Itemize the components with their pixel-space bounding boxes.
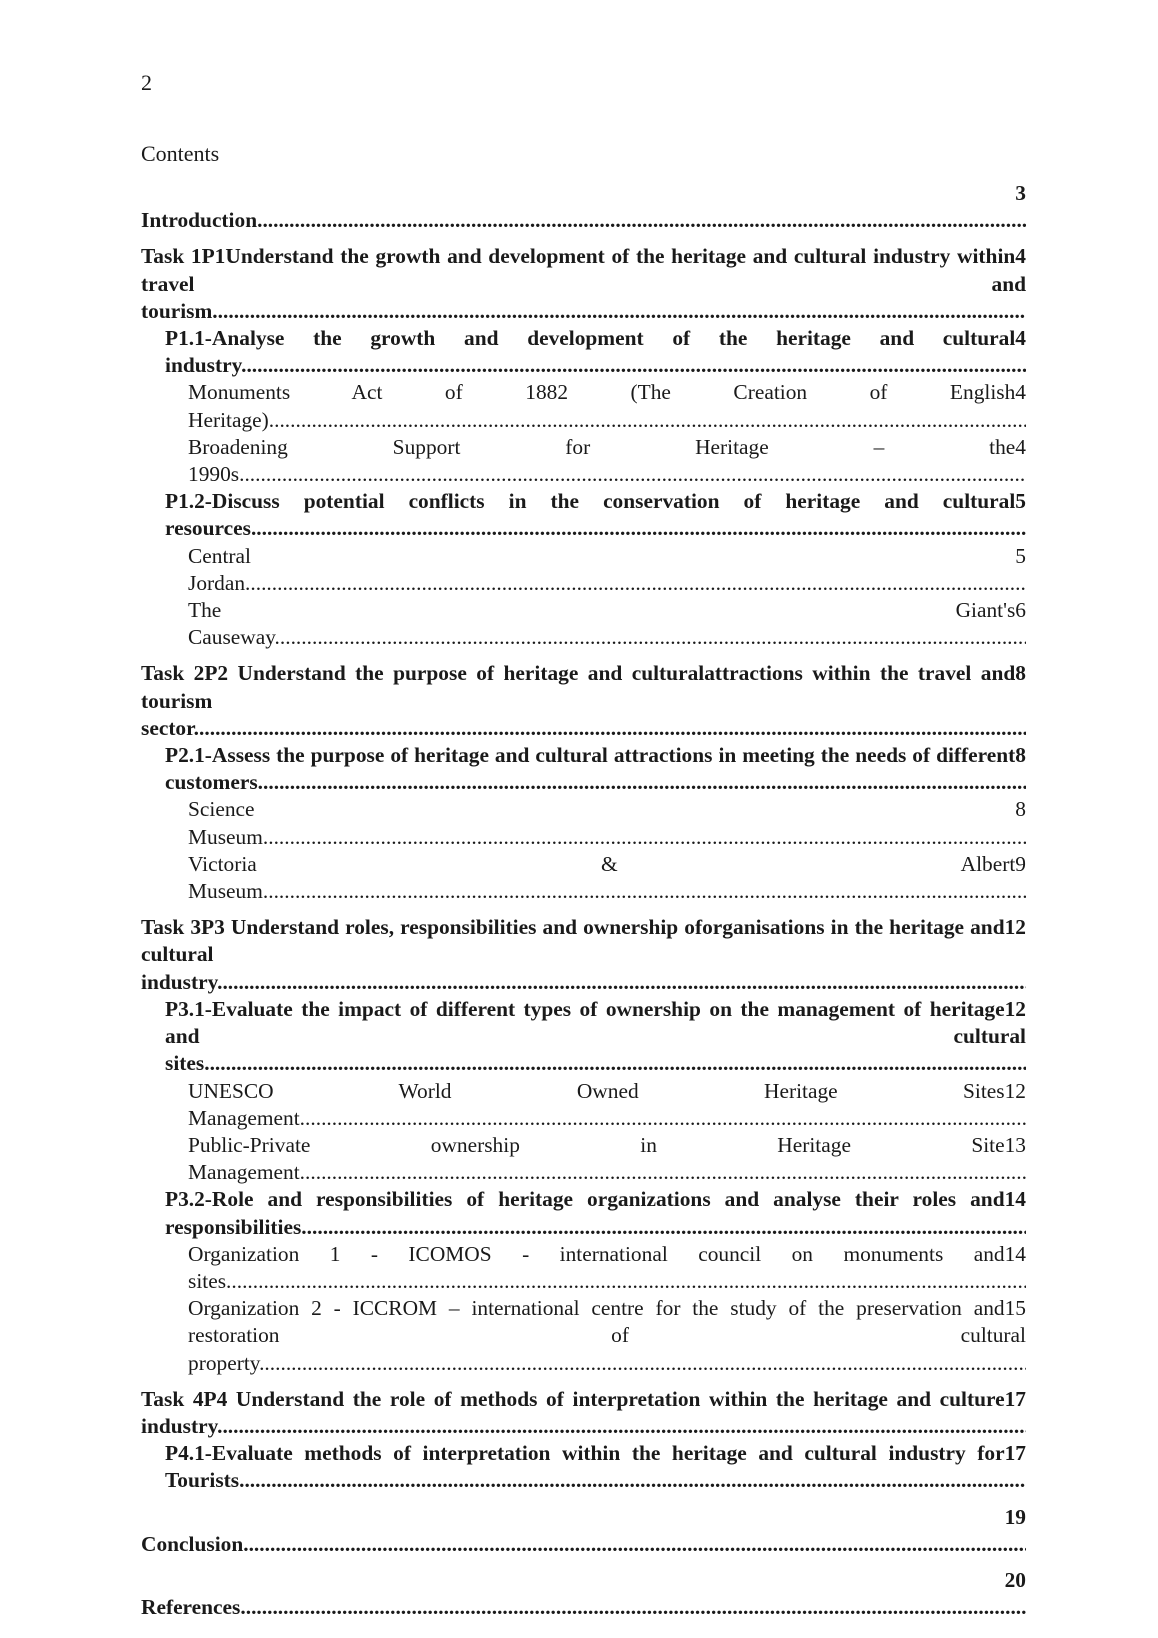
toc-page-number: 15 [1005,1295,1026,1322]
toc-title: Contents [141,141,220,166]
toc-entry-introduction[interactable] [141,180,1026,234]
toc-page-number: 4 [1015,434,1026,461]
toc-entry-text: Broadening Support for Heritage – the 1990s [188,434,1016,487]
toc-entry-task-4[interactable] [141,1386,1026,1440]
toc-entry-text: Task 4P4 Understand the role of methods of interpretation within the heritage and culture industry [141,1386,1005,1438]
toc-page-number: 8 [1015,796,1026,823]
toc-entry-victoria-albert[interactable] [141,851,1026,905]
toc-entry-text: Central Jordan [188,543,251,595]
toc-page-number: 9 [1015,851,1026,878]
toc-entry-text: Task 2P2 Understand the purpose of heritage and culturalattractions within the travel and tourism sector [141,661,1016,740]
toc-page-number: 14 [1005,1241,1026,1268]
table-of-contents [141,180,1026,1621]
toc-entry-text: P3.2-Role and responsibilities of heritage organizations and analyse their roles and responsibilities [165,1187,1005,1239]
toc-entry-icomos[interactable] [141,1241,1026,1295]
toc-page-number: 6 [1015,597,1026,624]
toc-entry-text: Task 1P1Understand the growth and development of the heritage and cultural industry within travel and tourism [141,244,1026,323]
toc-page-number: 17 [1005,1386,1026,1413]
toc-page-number: 4 [1015,243,1026,270]
toc-entry-science-museum[interactable] [141,796,1026,850]
toc-entry-text: Victoria & Albert Museum [188,851,1016,904]
toc-entry-p3-2[interactable] [141,1186,1026,1240]
toc-entry-p4-1[interactable] [141,1440,1026,1494]
toc-entry-task-2[interactable] [141,660,1026,742]
toc-page-number: 20 [1005,1567,1026,1594]
toc-entry-text: P1.2-Discuss potential conflicts in the conservation of heritage and cultural resources [165,489,1016,541]
toc-entry-text: Introduction [141,208,258,233]
toc-entry-p1-2[interactable] [141,488,1026,542]
toc-page-number: 17 [1005,1440,1026,1467]
toc-entry-monuments-act[interactable] [141,379,1026,433]
toc-page-number: 12 [1005,914,1026,941]
toc-entry-text: Science Museum [188,797,263,849]
toc-entry-text: Monuments Act of 1882 (The Creation of English Heritage) [188,380,1016,432]
toc-page-number: 4 [1015,325,1026,352]
toc-entry-p3-1[interactable] [141,996,1026,1078]
toc-entry-text: P2.1-Assess the purpose of heritage and cultural attractions in meeting the needs of different customers [165,743,1016,795]
toc-entry-text: P3.1-Evaluate the impact of different types of ownership on the management of heritage and cultural sites [165,996,1026,1076]
toc-page-number: 14 [1005,1186,1026,1213]
toc-entry-broadening-support[interactable] [141,434,1026,488]
toc-entry-text: The Giant's Causeway [188,598,1016,650]
page-number: 2 [141,70,152,95]
toc-entry-public-private[interactable] [141,1132,1026,1186]
toc-entry-text: Conclusion [141,1531,244,1556]
toc-page-number: 12 [1005,996,1026,1023]
toc-entry-text: P1.1-Analyse the growth and development of the heritage and cultural industry [165,326,1016,378]
toc-entry-references[interactable] [141,1567,1026,1621]
toc-entry-conclusion[interactable] [141,1504,1026,1558]
toc-page-number: 12 [1005,1078,1026,1105]
toc-entry-task-1[interactable] [141,243,1026,325]
toc-entry-text: P4.1-Evaluate methods of interpretation within the heritage and cultural industry for Tourists [165,1441,1005,1493]
toc-page-number: 13 [1005,1132,1026,1159]
toc-entry-task-3[interactable] [141,914,1026,996]
toc-entry-text: References [141,1595,241,1620]
toc-entry-text: Task 3P3 Understand roles, responsibilities and ownership oforganisations in the heritage and cultural industry [141,915,1005,994]
toc-entry-text: Organization 2 - ICCROM – international centre for the study of the preservation and restoration of cultural property [188,1296,1026,1375]
toc-entry-text: Public-Private ownership in Heritage Site Management [188,1132,1005,1185]
toc-entry-text: UNESCO World Owned Heritage Sites Management [188,1078,1005,1130]
toc-page-number: 19 [1005,1504,1026,1531]
toc-page-number: 8 [1015,742,1026,769]
toc-entry-text: Organization 1 - ICOMOS - international council on monuments and sites [188,1241,1005,1293]
toc-page-number: 5 [1015,488,1026,515]
toc-page-number: 5 [1015,543,1026,570]
toc-entry-p2-1[interactable] [141,742,1026,796]
toc-entry-unesco[interactable] [141,1078,1026,1132]
toc-entry-p1-1[interactable] [141,325,1026,379]
toc-page-number: 8 [1015,660,1026,687]
toc-entry-iccrom[interactable] [141,1295,1026,1377]
toc-page-number: 3 [1015,180,1026,207]
toc-entry-giants-causeway[interactable] [141,597,1026,651]
toc-entry-central-jordan[interactable] [141,543,1026,597]
toc-page-number: 4 [1015,379,1026,406]
